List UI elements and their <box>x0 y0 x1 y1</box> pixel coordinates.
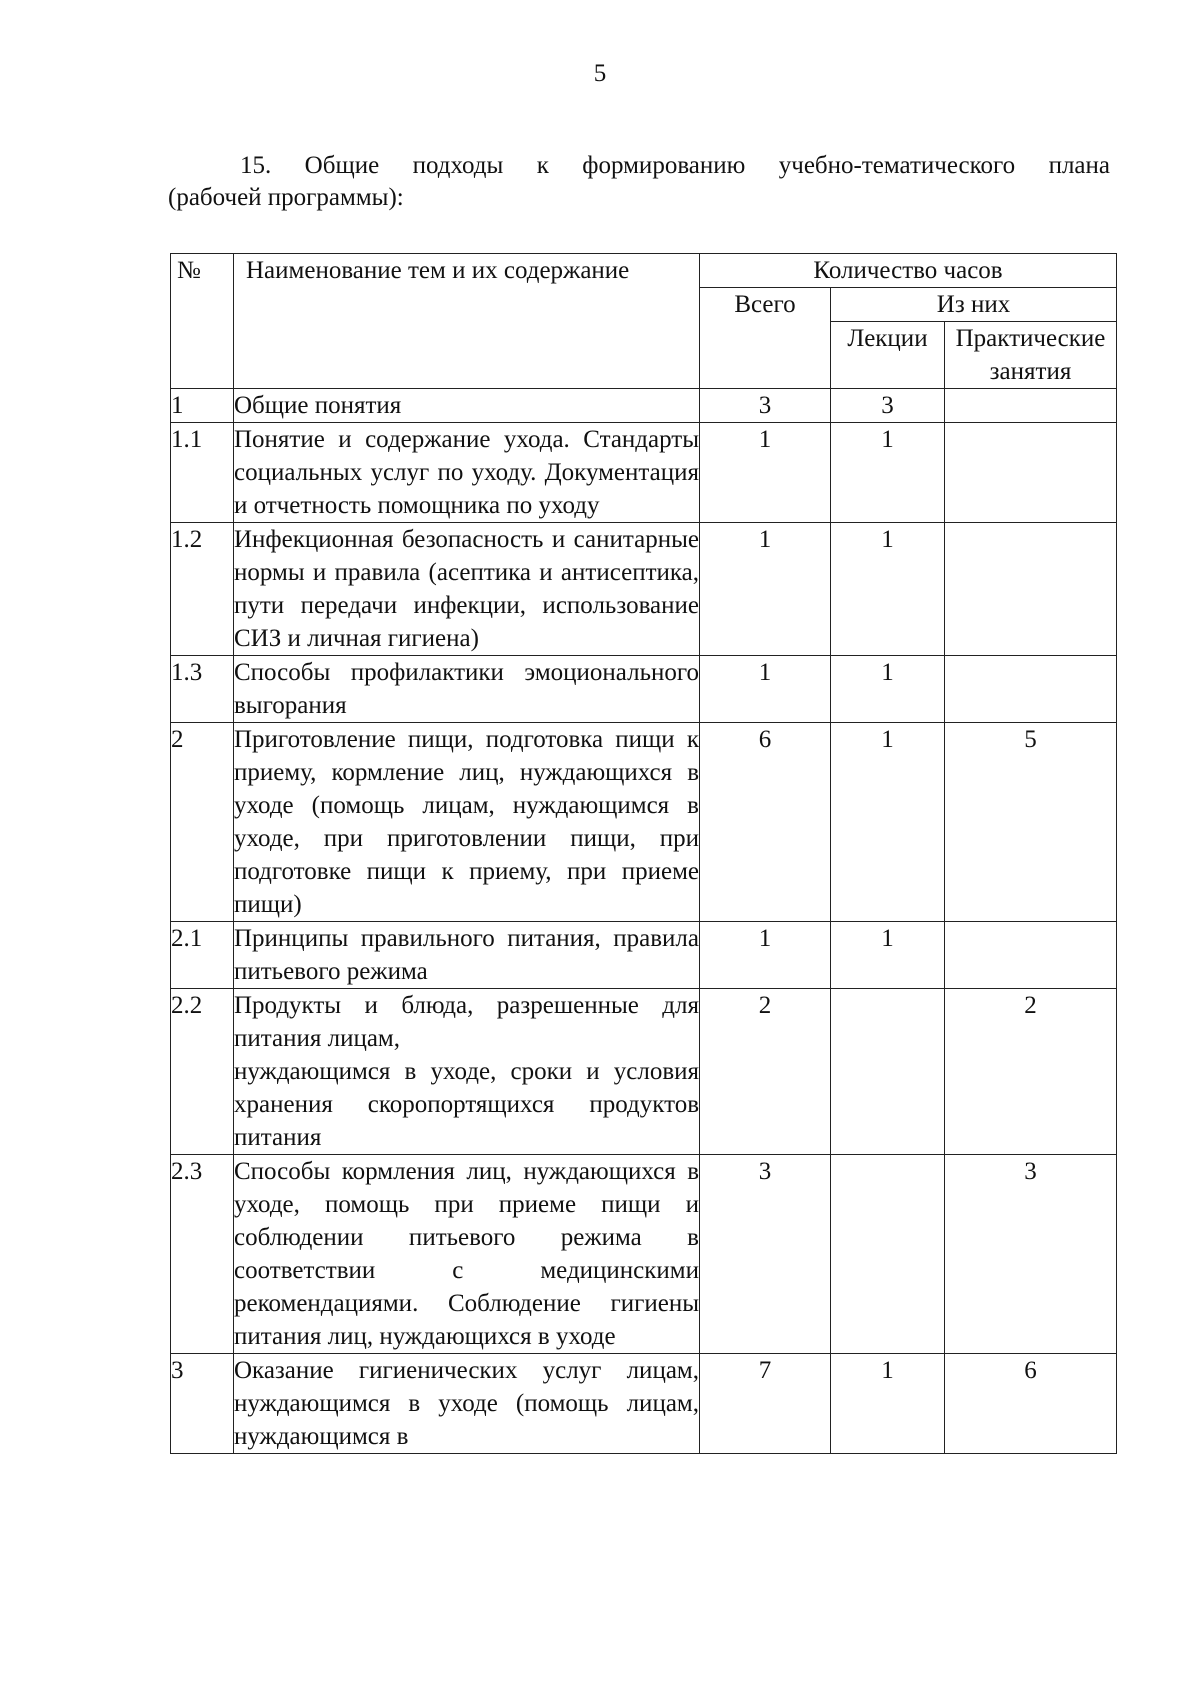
row-number: 1.2 <box>171 523 234 656</box>
row-topic-line: нуждающимся в уходе, сроки и условия хранения скоропортящихся продуктов питания <box>234 1058 699 1151</box>
header-lectures: Лекции <box>831 322 945 389</box>
row-number: 2.1 <box>171 922 234 989</box>
table-row <box>171 922 1117 989</box>
row-lecture-hours <box>831 1155 945 1354</box>
row-total-hours: 1 <box>700 423 831 523</box>
row-practice-hours <box>945 423 1117 523</box>
table-row <box>171 1155 1117 1354</box>
row-practice-hours <box>945 389 1117 423</box>
row-practice-hours <box>945 523 1117 656</box>
header-hours: Количество часов <box>700 254 1117 288</box>
row-lecture-hours: 1 <box>831 723 945 922</box>
section-heading <box>168 150 1110 214</box>
row-topic: Приготовление пищи, подготовка пищи к приему, кормление лиц, нуждающихся в уходе (помощь лицам, нуждающимся в уходе, при приготовлении пищи, при подготовке пищи к приему, при приеме пищи) <box>234 723 700 922</box>
row-lecture-hours: 1 <box>831 423 945 523</box>
row-topic: Оказание гигиенических услуг лицам, нуждающимся в уходе (помощь лицам, нуждающимся в <box>234 1354 700 1454</box>
table-row <box>171 1354 1117 1454</box>
row-total-hours: 1 <box>700 656 831 723</box>
row-practice-hours: 6 <box>945 1354 1117 1454</box>
row-topic: Способы кормления лиц, нуждающихся в уходе, помощь при приеме пищи и соблюдении питьевого режима в соответствии с медицинскими рекомендациями. Соблюдение гигиены питания лиц, нуждающихся в уходе <box>234 1155 700 1354</box>
header-practice: Практические занятия <box>945 322 1117 389</box>
header-of-which: Из них <box>831 288 1117 322</box>
row-topic: Принципы правильного питания, правила питьевого режима <box>234 922 700 989</box>
row-lecture-hours: 1 <box>831 922 945 989</box>
section-heading-line-2: (рабочей программы): <box>168 184 404 211</box>
row-practice-hours: 3 <box>945 1155 1117 1354</box>
row-total-hours: 1 <box>700 922 831 989</box>
row-lecture-hours: 3 <box>831 389 945 423</box>
table-row <box>171 523 1117 656</box>
row-number: 2 <box>171 723 234 922</box>
row-lecture-hours <box>831 989 945 1155</box>
header-topic-name: Наименование тем и их содержание <box>234 254 700 389</box>
page-number: 5 <box>593 60 607 87</box>
row-topic: Способы профилактики эмоционального выгорания <box>234 656 700 723</box>
row-number: 3 <box>171 1354 234 1454</box>
header-total: Всего <box>700 288 831 389</box>
row-topic: Общие понятия <box>234 389 700 423</box>
table-row <box>171 423 1117 523</box>
section-heading-line-1: 15. Общие подходы к формированию учебно-тематического плана <box>240 152 1110 179</box>
row-topic-line: Продукты и блюда, разрешенные для питания лицам, <box>234 992 699 1052</box>
row-practice-hours <box>945 922 1117 989</box>
row-topic <box>234 989 700 1155</box>
row-practice-hours: 5 <box>945 723 1117 922</box>
row-total-hours: 2 <box>700 989 831 1155</box>
row-number: 1.1 <box>171 423 234 523</box>
row-number: 2.3 <box>171 1155 234 1354</box>
row-practice-hours: 2 <box>945 989 1117 1155</box>
row-number: 1.3 <box>171 656 234 723</box>
row-topic: Инфекционная безопасность и санитарные нормы и правила (асептика и антисептика, пути передачи инфекции, использование СИЗ и личная гигиена) <box>234 523 700 656</box>
header-number: № <box>171 254 234 389</box>
row-total-hours: 7 <box>700 1354 831 1454</box>
curriculum-table <box>170 253 1117 1454</box>
row-total-hours: 6 <box>700 723 831 922</box>
row-lecture-hours: 1 <box>831 656 945 723</box>
row-total-hours: 3 <box>700 1155 831 1354</box>
table-row <box>171 656 1117 723</box>
row-lecture-hours: 1 <box>831 1354 945 1454</box>
row-lecture-hours: 1 <box>831 523 945 656</box>
row-number: 1 <box>171 389 234 423</box>
row-total-hours: 1 <box>700 523 831 656</box>
table-row <box>171 989 1117 1155</box>
row-practice-hours <box>945 656 1117 723</box>
row-total-hours: 3 <box>700 389 831 423</box>
table-row <box>171 389 1117 423</box>
row-topic: Понятие и содержание ухода. Стандарты социальных услуг по уходу. Документация и отчетность помощника по уходу <box>234 423 700 523</box>
table-row <box>171 723 1117 922</box>
row-number: 2.2 <box>171 989 234 1155</box>
